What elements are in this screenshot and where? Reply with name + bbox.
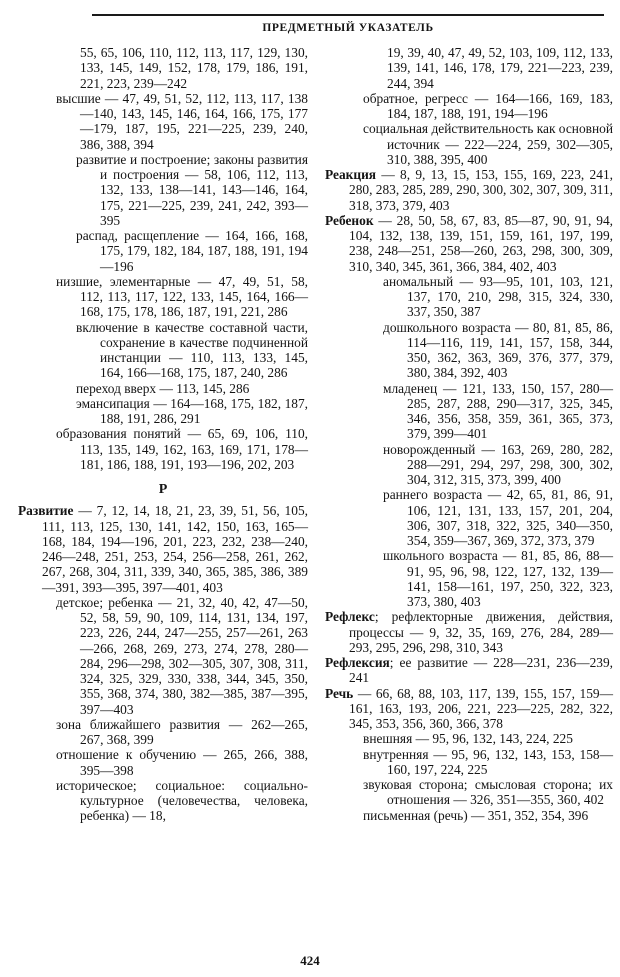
index-entry: [325, 91, 613, 122]
index-locators: историческое; социальное: социально-культурное (человечества, человека, ребенка) — 18,: [56, 777, 308, 824]
index-locators: обратное, регресс — 164—166, 169, 183, 184, 187, 188, 191, 194—196: [363, 90, 613, 121]
index-term: Рефлексия: [325, 655, 390, 670]
index-locators: отношение к обучению — 265, 266, 388, 395—398: [56, 747, 308, 778]
index-locators: образования понятий — 65, 69, 106, 110, 113, 135, 149, 162, 163, 169, 171, 178—181, 186, 188, 191, 193—196, 202, 203: [56, 426, 308, 472]
index-entry: [325, 381, 613, 442]
index-term: Ребенок: [325, 212, 374, 228]
index-locators: высшие — 47, 49, 51, 52, 112, 113, 117, 138—140, 143, 145, 146, 164, 166, 175, 177—179, 187, 195, 221—225, 239, 240, 386, 388, 394: [56, 90, 308, 152]
index-entry: [18, 91, 308, 152]
index-locators: новорожденный — 163, 269, 280, 282, 288—291, 294, 297, 298, 300, 302, 304, 312, 315, 373, 399, 400: [383, 441, 613, 487]
index-locators: развитие и построение; законы развития и построения — 58, 106, 112, 113, 132, 133, 138—141, 143—146, 164, 175, 221—225, 239, 241, 242, 393—395: [76, 151, 308, 228]
index-locators: — 66, 68, 88, 103, 117, 139, 155, 157, 159—161, 163, 193, 206, 221, 223—225, 282, 322, 345, 353, 356, 360, 366, 378: [349, 685, 613, 731]
index-term: Развитие: [18, 503, 74, 519]
running-head: ПРЕДМЕТНЫЙ УКАЗАТЕЛЬ: [262, 22, 434, 34]
index-locators: звуковая сторона; смысловая сторона; их отношения — 326, 351—355, 360, 402: [363, 777, 613, 808]
index-term: Реакция: [325, 167, 377, 182]
index-entry: [18, 228, 308, 274]
index-entry: [18, 503, 308, 595]
index-locators: школьного возраста — 81, 85, 86, 88—91, 95, 96, 98, 122, 127, 132, 139—141, 158—161, 197, 250, 322, 323, 373, 380, 403: [383, 548, 613, 609]
index-entry: [325, 487, 613, 548]
index-locators: дошкольного возраста — 80, 81, 85, 86, 114—116, 119, 141, 157, 158, 344, 350, 362, 363, 369, 376, 377, 379, 380, 384, 392, 403: [383, 319, 613, 381]
index-term: Рефлекс: [325, 609, 375, 625]
index-locators: 55, 65, 106, 110, 112, 113, 117, 129, 130, 133, 145, 149, 152, 178, 179, 186, 191, 221, 223, 239—242: [80, 45, 308, 91]
index-term: Речь: [325, 685, 354, 701]
index-entry: [325, 442, 613, 488]
index-entry: [325, 747, 613, 778]
index-locators: внешняя — 95, 96, 132, 143, 224, 225: [363, 731, 573, 747]
index-locators: эмансипация — 164—168, 175, 182, 187, 188, 191, 286, 291: [76, 395, 308, 426]
index-entry: [18, 274, 308, 320]
index-entry: [325, 808, 613, 823]
index-entry: [18, 426, 308, 472]
index-entry: [18, 747, 308, 778]
index-entry: [18, 595, 308, 717]
index-entry: [325, 167, 613, 213]
index-entry: [18, 717, 308, 748]
index-entry: [18, 152, 308, 228]
index-entry: [325, 121, 613, 167]
index-entry: [325, 213, 613, 274]
index-locators: — 7, 12, 14, 18, 21, 23, 39, 51, 56, 105, 111, 113, 125, 130, 141, 142, 150, 163, 165—168, 184, 194—196, 201, 223, 232, 238—240, 246—248, 251, 253, 254, 256—258, 261, 262, 267, 268, 304, 311, 339, 340, 365, 385, 386, 389—391, 393—395, 397—401, 403: [42, 503, 308, 595]
index-entry: [325, 274, 613, 320]
page-number: 424: [300, 953, 320, 968]
index-locators: низшие, элементарные — 47, 49, 51, 58, 112, 113, 117, 122, 133, 145, 164, 166—168, 175, 178, 186, 187, 191, 221, 286: [56, 273, 308, 320]
index-locators: раннего возраста — 42, 65, 81, 86, 91, 106, 121, 131, 133, 157, 201, 204, 306, 307, 318, 322, 325, 340—350, 354, 359—367, 369, 372, 373, 379: [383, 487, 613, 548]
index-entry: [18, 320, 308, 381]
index-locators: зона ближайшего развития — 262—265, 267, 368, 399: [56, 716, 308, 747]
index-locators: ; ее развитие — 228—231, 236—239, 241: [349, 655, 613, 686]
index-entry: [18, 396, 308, 427]
index-locators: 19, 39, 40, 47, 49, 52, 103, 109, 112, 133, 139, 141, 146, 178, 179, 221—223, 239, 244, 394: [387, 45, 613, 91]
index-entry: [325, 548, 613, 609]
index-locators: детское; ребенка — 21, 32, 40, 42, 47—50, 52, 58, 59, 90, 109, 114, 131, 134, 197, 223, 226, 244, 247—255, 257—261, 263—266, 268, 269, 273, 274, 278, 280—284, 296—298, 302—305, 307, 308, 311, 324, 325, 329, 330, 338, 344, 345, 350, 355, 368, 374, 380, 382—385, 387—395, 397—403: [56, 594, 308, 717]
section-letter: Р: [158, 482, 168, 497]
index-entry: [325, 320, 613, 381]
index-locators: — 8, 9, 13, 15, 153, 155, 169, 223, 241, 280, 283, 285, 289, 290, 300, 302, 307, 309, 311, 318, 373, 379, 403: [349, 167, 613, 213]
index-entry: [325, 686, 613, 732]
index-locators: — 28, 50, 58, 67, 83, 85—87, 90, 91, 94, 104, 132, 138, 139, 151, 159, 161, 197, 199, 238, 248—251, 258—260, 263, 298, 300, 309, 310, 340, 345, 361, 366, 384, 402, 403: [349, 212, 613, 274]
index-entry: [325, 609, 613, 655]
index-locators: социальная действительность как основной источник — 222—224, 259, 302—305, 310, 388, 395, 400: [363, 121, 613, 167]
index-entry: [325, 45, 613, 91]
index-locators: аномальный — 93—95, 101, 103, 121, 137, 170, 210, 298, 315, 324, 330, 337, 350, 387: [383, 273, 613, 320]
index-locators: переход вверх — 113, 145, 286: [76, 380, 250, 396]
index-locators: распад, расщепление — 164, 166, 168, 175, 179, 182, 184, 187, 188, 191, 194—196: [76, 228, 308, 274]
index-locators: включение в качестве составной части, сохранение в качестве подчиненной инстанции — 110, 113, 133, 145, 164, 166—168, 175, 187, 240, 286: [76, 319, 308, 381]
index-entry: [325, 731, 613, 746]
header-rule: [92, 14, 604, 16]
index-column-right: [325, 45, 613, 823]
index-locators: внутренняя — 95, 96, 132, 143, 153, 158—160, 197, 224, 225: [363, 746, 613, 777]
index-entry: [325, 655, 613, 686]
index-locators: письменная (речь) — 351, 352, 354, 396: [363, 807, 589, 823]
index-entry: [325, 777, 613, 808]
index-entry: [18, 381, 308, 396]
index-entry: [18, 778, 308, 824]
index-column-left: [18, 45, 308, 824]
index-entry: [18, 45, 308, 91]
index-locators: ; рефлекторные движения, действия, процессы — 9, 32, 35, 169, 276, 284, 289—293, 295, 296, 298, 310, 343: [349, 609, 613, 655]
index-locators: младенец — 121, 133, 150, 157, 280—285, 287, 288, 290—317, 325, 345, 346, 356, 358, 359, 361, 365, 373, 379, 399—401: [383, 380, 613, 442]
